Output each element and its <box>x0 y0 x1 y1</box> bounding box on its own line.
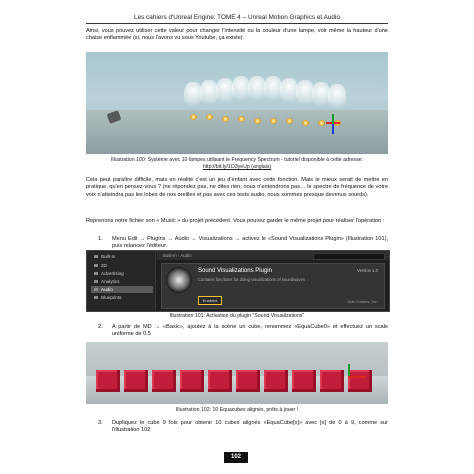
category-2d[interactable]: 2D <box>91 262 153 269</box>
speaker-icon <box>166 267 192 293</box>
transform-gizmo-x <box>348 376 366 378</box>
plugin-version: Version 1.0 <box>357 268 378 273</box>
step-number: 2. <box>98 324 103 330</box>
illustration-101-plugins-window <box>86 250 390 312</box>
intro-paragraph: Ainsi, vous pouvez utiliser cette valeur pour changer l'intensité ou la couleur d'une lampe, voir même la hauteur d'une chaise enflammée (si, nous l'avons vu sous Youtube, ça existe). <box>86 28 388 42</box>
lamp-bulb <box>286 118 293 124</box>
category-advertising[interactable]: Advertising <box>91 270 153 277</box>
lamp-bulb <box>206 114 213 120</box>
caption-line: Illustration 100: Système avec 10 lampes utilisant le Frequency Spectrum - tutoriel disponible à cette adresse: <box>110 157 363 163</box>
paragraph-3: Reprenons notre fichier son « Music » du projet précédent. Vous pouvez garder le même projet pour réaliser l'opération : <box>86 218 385 224</box>
enabled-checkbox[interactable]: Enabled <box>198 296 222 305</box>
step-number: 3. <box>98 420 103 426</box>
plugin-categories-panel <box>87 251 156 311</box>
step-number: 1. <box>98 236 103 242</box>
lamp-bulb <box>190 114 197 120</box>
running-header: Les cahiers d'Unreal Engine: TOME 4 – Unreal Motion Graphics et Audio <box>86 14 388 24</box>
caption-illustration-102: Illustration 102: 10 Equacubes alignés, prêts à jouer ! <box>175 407 299 413</box>
equacube <box>96 370 120 392</box>
page-number: 102 <box>224 452 248 463</box>
equacube <box>236 370 260 392</box>
lamp-bulb <box>302 120 309 126</box>
equacube <box>208 370 232 392</box>
equacube <box>124 370 148 392</box>
plugin-search-input[interactable] <box>313 253 385 260</box>
lamp-cone <box>328 84 346 112</box>
equacube <box>180 370 204 392</box>
equacube <box>348 370 372 392</box>
plugin-vendor: Epic Games, Inc. <box>347 299 378 304</box>
transform-gizmo-y <box>348 364 350 376</box>
lamp-bulb <box>254 118 261 124</box>
lamp-bulb <box>222 116 229 122</box>
illustration-102-cubes <box>86 342 388 404</box>
equacube <box>264 370 288 392</box>
category-built-in[interactable]: Built-In <box>91 253 153 260</box>
caption-illustration-101: Illustration 101: Activation du plugin "Sound Visualizations" <box>169 313 305 319</box>
caption-illustration-100 <box>86 157 388 170</box>
lamp-bulb <box>270 118 277 124</box>
paragraph-2: Cela peut paraître difficile, mais en réalité c'est un jeu d'enfant avec cette fonction. Mais le mieux serait de mettre en pratique, qu'en pensez-vous ? (ne répondez pas, ne dites rien, nous n'entendrons pas… le spectre de fréquence de votre voix n'atteindra pas les lobes de nos oreilles et pas avec ces tests audio, nous sommes presque devenus sourds). <box>86 177 388 198</box>
category-analytics[interactable]: Analytics <box>91 278 153 285</box>
category-blueprints[interactable]: Blueprints <box>91 294 153 301</box>
step-text: Dupliquez le cube 9 fois pour obtenir 10 cubes alignés «EquaCube[x]» avec [x] de 0 à 9, comme sur l'illustration 102 <box>112 420 388 434</box>
category-audio[interactable]: Audio <box>91 286 153 293</box>
illustration-100-lamps <box>86 52 388 154</box>
caption-link[interactable]: http://bit.ly/1O3yeUp (anglais) <box>202 163 272 170</box>
step-text: Menu Edit → Plugins → Audio → Visualizations → activez le «Sound Visualizations Plugin» (Illustration 101), puis relancez l'éditeur. <box>112 236 388 250</box>
lamp-bulb <box>318 120 325 126</box>
equacube <box>292 370 316 392</box>
floor <box>86 110 388 154</box>
plugin-card-sound-visualizations[interactable] <box>161 263 385 309</box>
equacube <box>320 370 344 392</box>
plugin-description: Contains functions for doing visualizations of soundwaves <box>198 277 306 282</box>
plugin-name: Sound Visualizations Plugin <box>198 268 272 274</box>
lamp-bulb <box>238 116 245 122</box>
transform-gizmo-z <box>332 124 334 134</box>
plugins-breadcrumb: Built-In › Audio <box>157 251 389 260</box>
step-text: A partir de MD → «Basic», ajoutez à la scène un cube, renommez «EquaCube0» et effectuez un scale uniforme de 0.5 <box>112 324 388 338</box>
equacube <box>152 370 176 392</box>
